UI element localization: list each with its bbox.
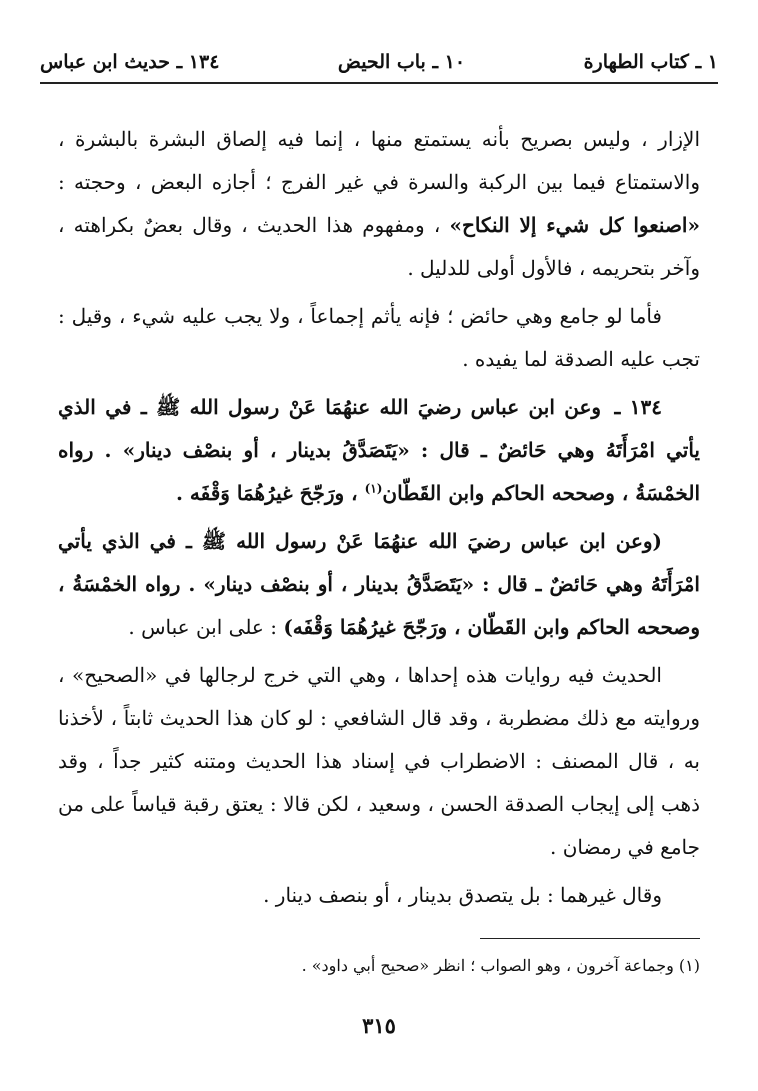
header-rule	[40, 82, 718, 84]
hadith-number: ١٣٤ ـ	[614, 395, 662, 419]
paragraph-3-end: : على ابن عباس .	[128, 615, 277, 639]
paragraph-1-text: الإزار ، وليس بصريح بأنه يستمتع منها ، إنما فيه إلصاق البشرة بالبشرة ، والاستمتاع فيما بين الركبة والسرة في غير الفرج ؛ أجازه البعض ، وحجته :	[58, 127, 700, 194]
paragraph-5	[58, 874, 700, 917]
hadith-text: وعن ابن عباس رضيَ الله عنهُمَا عَنْ رسول الله ﷺ ـ في الذي يأتي امْرَأَتَهُ وهي حَائضٌ ـ قال : «يَتَصَدَّقُ بدينار ، أو بنصْف دينار» . رواه الخمْسَةُ ، وصححه الحاكم وابن القَطّان	[58, 395, 700, 505]
page-number: ٣١٥	[362, 1013, 396, 1038]
paragraph-1-end: ، ومفهوم هذا الحديث ، وقال بعضٌ بكراهته ، وآخر بتحريمه ، فالأول أولى للدليل .	[58, 213, 700, 280]
paragraph-1-quote: «اصنعوا كل شيء إلا النكاح»	[449, 213, 700, 237]
hadith-text-end: ، ورَجّحَ غيرُهُمَا وَقْفَه .	[175, 481, 358, 505]
footnote-ref[interactable]: (١)	[364, 481, 383, 496]
footnote: (١) وجماعة آخرون ، وهو الصواب ؛ انظر «صحيح أبي داود» .	[301, 956, 700, 975]
paragraph-5-text: وقال غيرهما : بل يتصدق بدينار ، أو بنصف دينار .	[263, 883, 662, 907]
paragraph-3	[58, 520, 700, 649]
paragraph-2-text: فأما لو جامع وهي حائض ؛ فإنه يأثم إجماعاً ، ولا يجب عليه شيء ، وقيل : تجب عليه الصدقة لما يفيده .	[58, 304, 700, 371]
running-header	[40, 44, 718, 80]
footnote-rule	[480, 938, 700, 939]
header-book-title: ١ ـ كتاب الطهارة	[583, 51, 718, 73]
paragraph-2	[58, 295, 700, 381]
page-body	[58, 118, 700, 922]
hadith-134	[58, 386, 700, 515]
paragraph-4-text: الحديث فيه روايات هذه إحداها ، وهي التي خرج لرجالها في «الصحيح» ، وروايته مع ذلك مضطربة ، وقد قال الشافعي : لو كان هذا الحديث ثابتاً ، لأخذنا به ، قال المصنف : الاضطراب في إسناد هذا الحديث ومتنه كثير جداً ، وقد ذهب إلى إيجاب الصدقة الحسن ، وسعيد ، لكن قالا : يعتق رقبة قياساً على من جامع في رمضان .	[58, 663, 701, 859]
paragraph-4	[58, 654, 700, 869]
header-hadith-title: ١٣٤ ـ حديث ابن عباس	[40, 51, 220, 73]
paragraph-1	[58, 118, 700, 290]
header-chapter-title: ١٠ ـ باب الحيض	[337, 51, 466, 73]
paragraph-3-quote: (وعن ابن عباس رضيَ الله عنهُمَا عَنْ رسول الله ﷺ ـ في الذي يأتي امْرَأَتَهُ وهي حَائضٌ ـ قال : «يَتَصَدَّقُ بدينار ، أو بنصْف دينار» . رواه الخمْسَةُ ، وصححه الحاكم وابن القَطّان ، ورَجّحَ غيرُهُمَا وَقْفَه)	[58, 529, 700, 639]
